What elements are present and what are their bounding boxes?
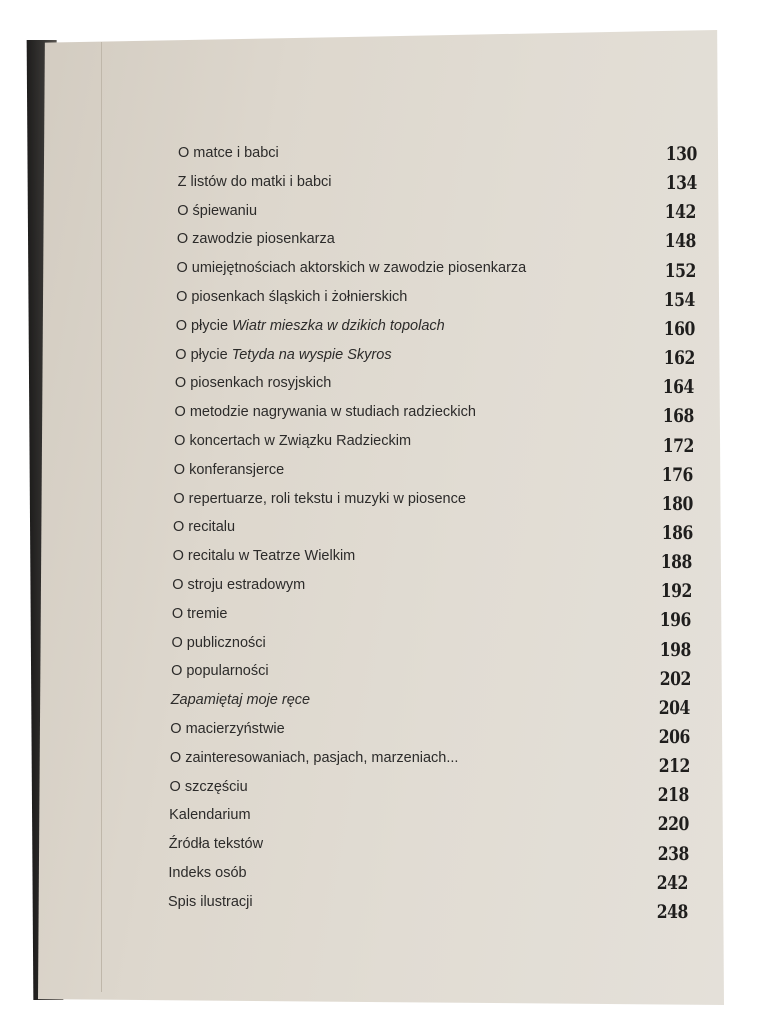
toc-entry-title-text: O zawodzie piosenkarza	[176, 231, 335, 248]
toc-entry-title	[178, 174, 332, 190]
toc-entry-page-number: 168	[662, 405, 694, 428]
toc-entry-page-number: 148	[664, 230, 696, 253]
toc-entry-title	[173, 491, 466, 507]
toc-entry-page-number: 196	[660, 609, 692, 632]
toc-entry-title-text: O piosenkach śląskich i żołnierskich	[176, 289, 408, 305]
toc-entry-title-italic: Zapamiętaj moje ręce	[170, 692, 311, 709]
toc-entry-page-number: 130	[665, 143, 697, 165]
toc-entry	[178, 141, 279, 165]
toc-entry	[175, 343, 391, 367]
toc-entry-title-text: O tremie	[171, 605, 228, 622]
toc-entry-title	[171, 692, 310, 708]
toc-entry-title	[171, 635, 265, 651]
toc-entry-title-text: Spis ilustracji	[168, 893, 253, 910]
toc-entry-title-text: Indeks osób	[168, 865, 247, 881]
toc-entry-title-text: O repertuarze, roli tekstu i muzyki w piosence	[173, 490, 466, 507]
toc-entry-page-number: 242	[657, 871, 689, 894]
toc-entry-page-number: 192	[660, 580, 692, 603]
toc-entry	[168, 890, 253, 914]
toc-entry-title-text: O koncertach w Związku Radzieckim	[174, 433, 412, 449]
toc-entry-page-number: 160	[663, 317, 695, 340]
toc-entry-title	[175, 404, 476, 420]
toc-entry-title	[169, 836, 263, 852]
toc-entry-page-number: 162	[663, 347, 695, 370]
toc-entry-title-text: O konferansjerce	[173, 461, 285, 478]
toc-entry-title-text: O recitalu w Teatrze Wielkim	[172, 548, 356, 565]
toc-entry	[177, 199, 257, 223]
toc-entry	[174, 429, 411, 453]
toc-entry	[176, 256, 526, 280]
toc-entry	[169, 832, 263, 856]
toc-entry-page-number: 218	[658, 784, 690, 807]
toc-entry-page-number: 202	[659, 667, 691, 690]
toc-entry	[173, 515, 235, 539]
toc-entry-page-number: 198	[659, 638, 692, 661]
toc-entry-page-number: 164	[662, 376, 695, 399]
toc-entry	[170, 775, 248, 799]
toc-entry-page-number: 238	[657, 842, 689, 865]
toc-entry-page-number: 176	[661, 463, 694, 486]
toc-entry-title-text: O matce i babci	[178, 145, 279, 161]
toc-entry	[175, 371, 331, 395]
toc-entry-title	[176, 318, 445, 334]
toc-entry-page-number: 220	[657, 813, 690, 836]
toc-entry-page-number: 206	[658, 726, 691, 748]
toc-entry-page-number: 186	[661, 521, 693, 544]
toc-entry-title-italic: Tetyda na wyspie Skyros	[231, 346, 392, 363]
toc-entry-title-text: O stroju estradowym	[172, 577, 306, 593]
toc-entry-title	[170, 779, 248, 795]
toc-entry-title-text: O szczęściu	[169, 778, 248, 795]
toc-entry-title	[178, 145, 279, 161]
toc-entry-title	[172, 577, 305, 593]
toc-entry-title	[168, 865, 246, 881]
toc-entry-title	[177, 203, 257, 219]
toc-entry	[171, 631, 265, 655]
toc-entry-title	[177, 231, 335, 247]
toc-entry	[174, 458, 284, 482]
toc-entry-title	[168, 894, 253, 910]
toc-entry-title	[173, 548, 356, 564]
toc-entry-page-number: 152	[664, 259, 696, 282]
toc-entry-title	[176, 260, 526, 276]
toc-entry-title	[173, 519, 235, 535]
toc-entry-page-number: 212	[658, 755, 690, 778]
toc-entry-title-text: O metodzie nagrywania w studiach radzieckich	[174, 404, 476, 421]
toc-entry-title-text: Z listów do matki i babci	[177, 173, 332, 190]
toc-entry-page-number: 188	[660, 551, 693, 574]
toc-entry	[177, 227, 335, 251]
toc-entry-title-text: Kalendarium	[169, 807, 251, 824]
toc-entry	[175, 400, 476, 424]
toc-entry-title-prefix: O płycie	[175, 346, 232, 363]
toc-entry-title	[175, 375, 331, 391]
toc-entry-title-text: Źródła tekstów	[168, 836, 264, 853]
toc-entry	[170, 717, 284, 741]
toc-entry	[176, 285, 407, 309]
toc-entry-page-number: 142	[664, 201, 697, 224]
toc-entry-title	[170, 750, 459, 766]
toc-entry	[173, 487, 466, 511]
toc-entry-title-text: O recitalu	[173, 519, 236, 536]
toc-entry-page-number: 180	[661, 492, 693, 515]
toc-entry	[169, 803, 250, 827]
toc-entry-title	[172, 606, 228, 622]
toc-entry-title-text: O śpiewaniu	[177, 202, 258, 219]
toc-entry	[168, 861, 246, 885]
toc-entry-title-text: O piosenkach rosyjskich	[174, 375, 332, 392]
toc-entry	[173, 544, 356, 568]
toc-entry	[172, 573, 305, 597]
toc-entry-title	[174, 462, 284, 478]
toc-entry-title	[169, 807, 250, 823]
toc-entry-page-number: 204	[659, 696, 691, 719]
toc-entry	[171, 688, 310, 712]
toc-entry-page-number: 248	[656, 900, 688, 923]
toc-entry-title-text: O macierzyństwie	[170, 721, 285, 737]
toc-entry	[176, 314, 445, 338]
toc-entry	[170, 746, 459, 770]
toc-entry-title-text: O umiejętnościach aktorskich w zawodzie piosenkarza	[176, 260, 527, 277]
toc-entry-title-text: O publiczności	[171, 634, 266, 651]
toc-entry-title	[174, 433, 411, 449]
toc-entry-title-text: O popularności	[171, 663, 269, 680]
toc-entry-page-number: 172	[662, 434, 694, 457]
toc-entry-page-number: 134	[665, 172, 697, 195]
toc-entry	[171, 659, 269, 683]
toc-entry-title-italic: Wiatr mieszka w dzikich topolach	[232, 317, 445, 334]
toc-entry-title	[170, 721, 284, 737]
toc-entry-title	[171, 663, 269, 679]
toc-entry-page-number: 154	[663, 288, 696, 311]
toc-entry-title-text: O zainteresowaniach, pasjach, marzeniach...	[169, 749, 459, 766]
toc-entry	[172, 602, 228, 626]
toc-entry-title	[176, 289, 407, 305]
toc-entry-title	[175, 347, 391, 363]
toc-entry	[178, 170, 332, 194]
toc-entry-title-prefix: O płycie	[175, 317, 233, 334]
